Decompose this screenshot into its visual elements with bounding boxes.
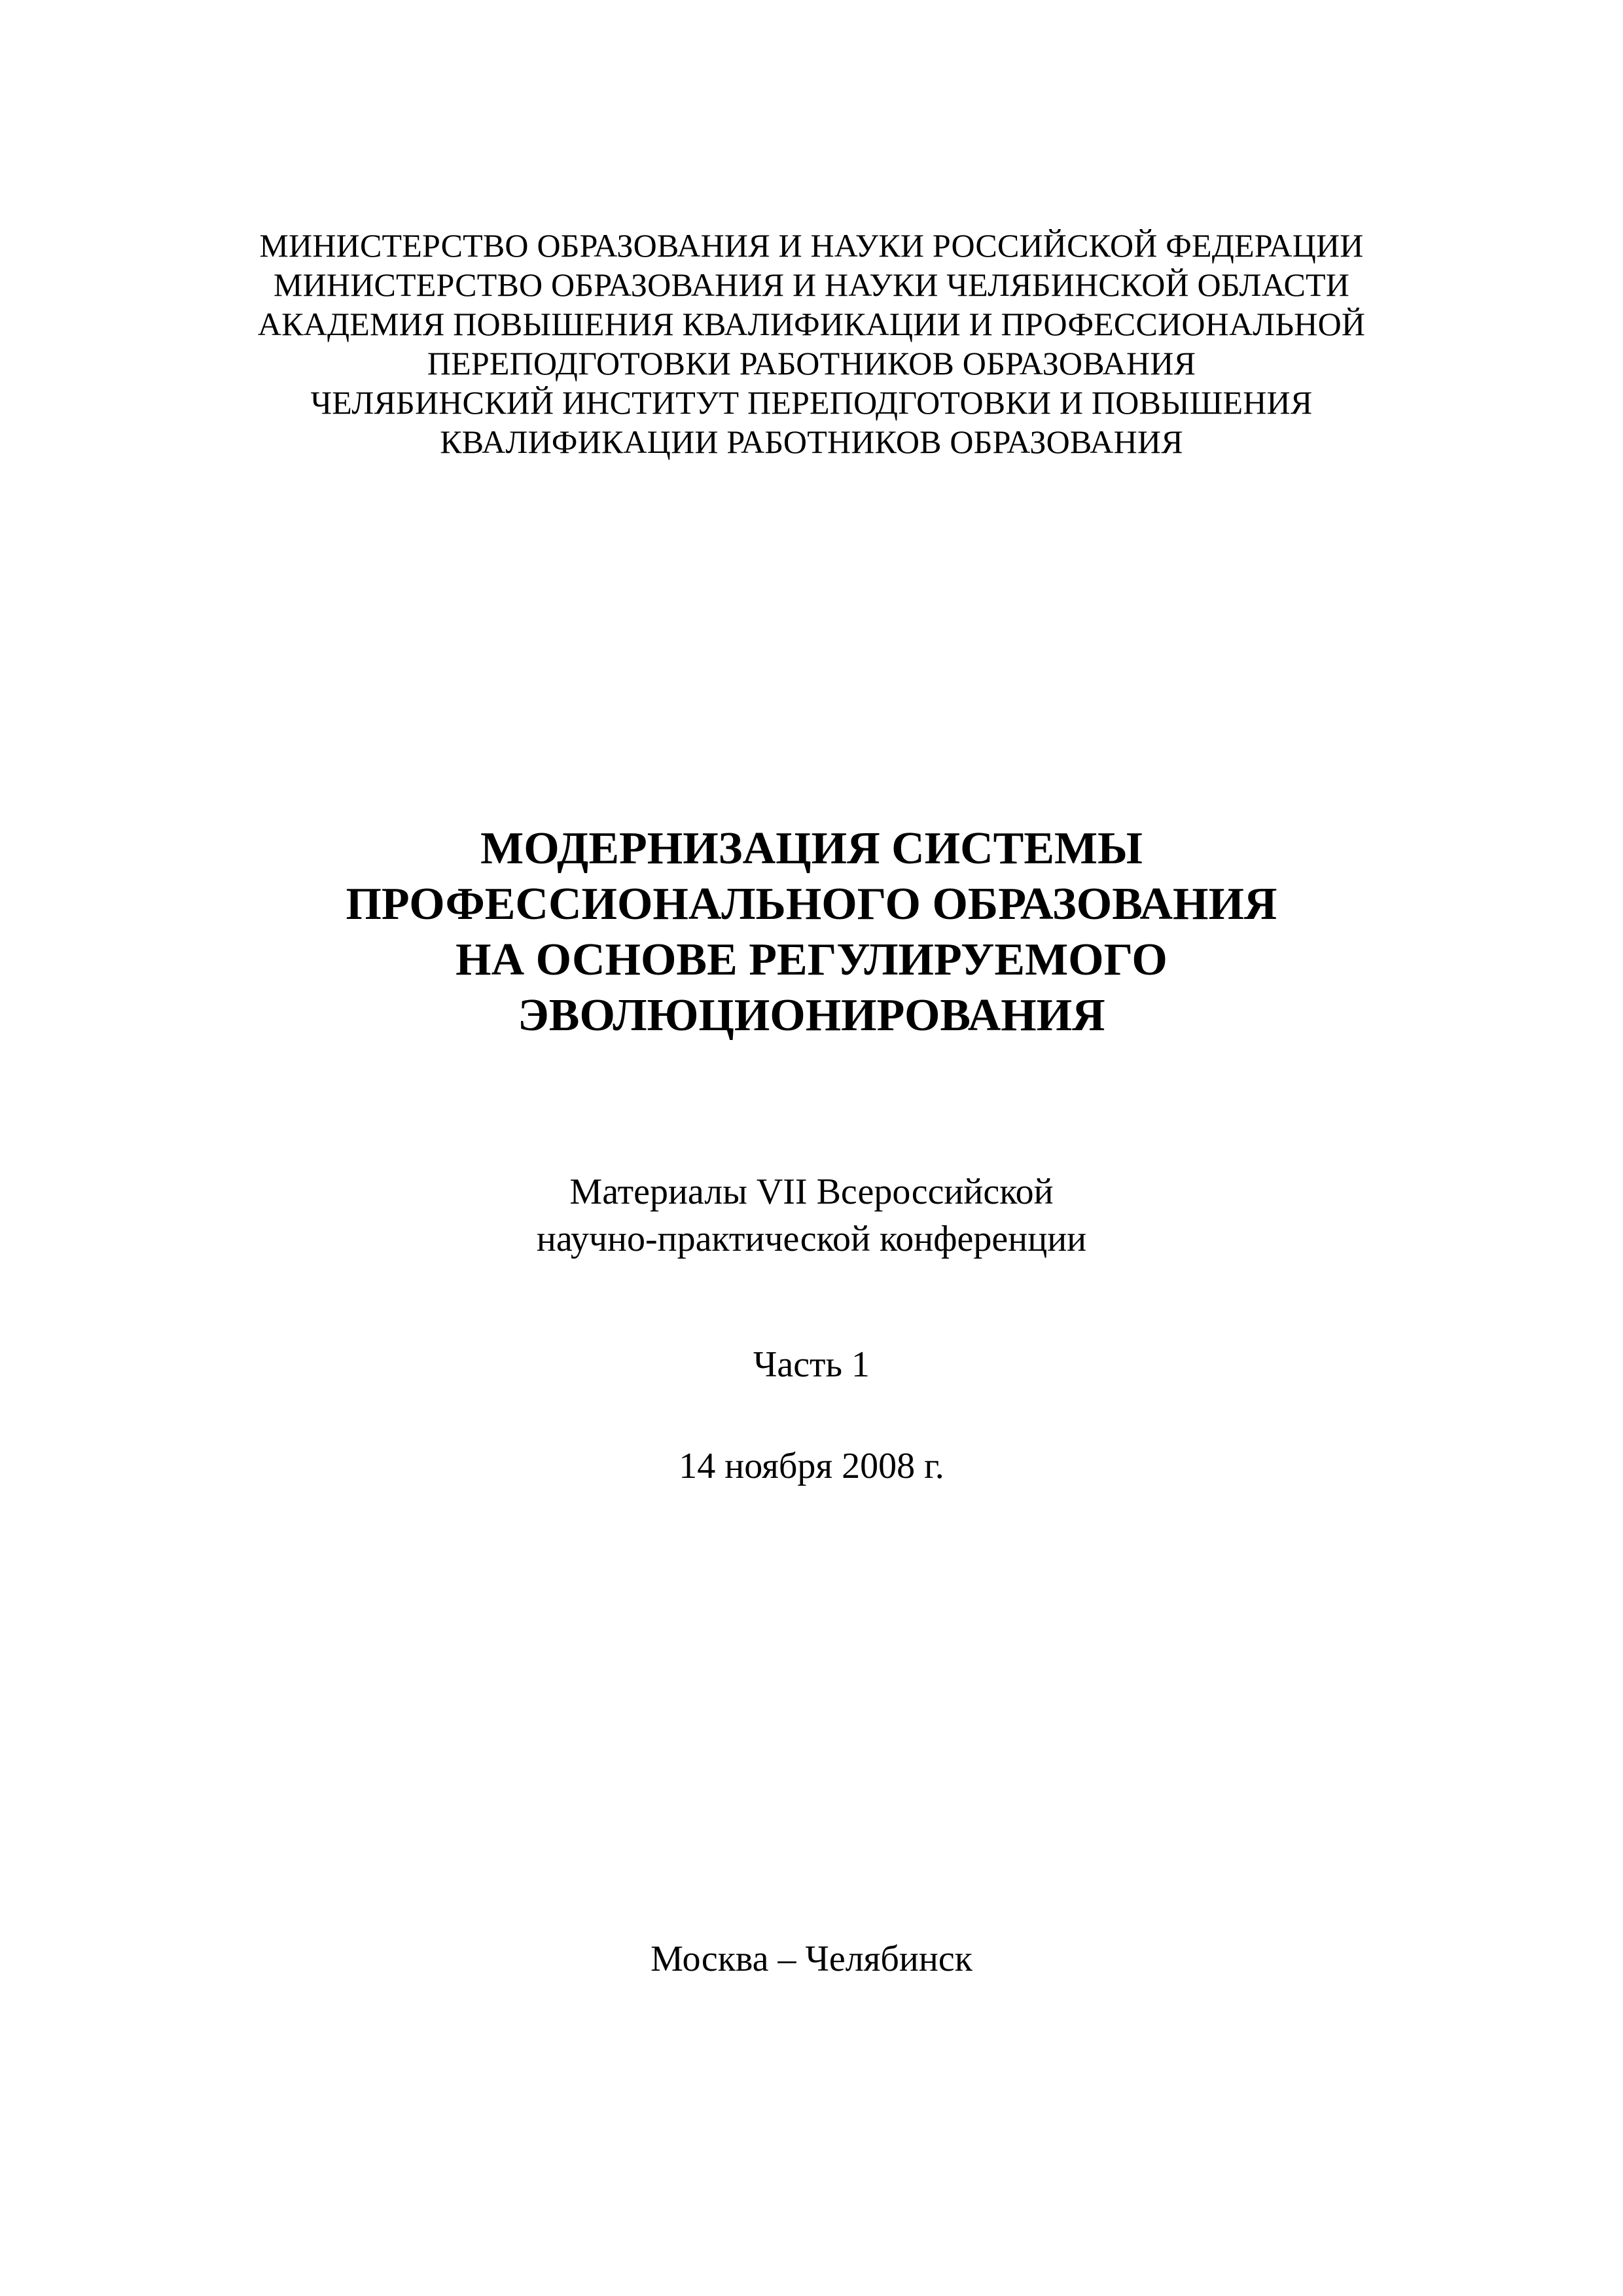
organization-line: ПЕРЕПОДГОТОВКИ РАБОТНИКОВ ОБРАЗОВАНИЯ — [427, 345, 1196, 382]
subtitle-line: научно-практической конференции — [536, 1219, 1087, 1259]
publication-city — [0, 1936, 1623, 1982]
title-line: НА ОСНОВЕ РЕГУЛИРУЕМОГО — [455, 935, 1168, 985]
date-label: 14 ноября 2008 г. — [679, 1446, 944, 1486]
title-line: ЭВОЛЮЦИОНИРОВАНИЯ — [518, 990, 1105, 1041]
organizations-header — [0, 226, 1623, 461]
city-label: Москва – Челябинск — [651, 1939, 972, 1979]
conference-date — [0, 1443, 1623, 1489]
document-title — [0, 821, 1623, 1043]
organization-line: ЧЕЛЯБИНСКИЙ ИНСТИТУТ ПЕРЕПОДГОТОВКИ И ПОВЫШЕНИЯ — [310, 384, 1313, 421]
organization-line: МИНИСТЕРСТВО ОБРАЗОВАНИЯ И НАУКИ ЧЕЛЯБИНСКОЙ ОБЛАСТИ — [273, 266, 1350, 303]
title-line: МОДЕРНИЗАЦИЯ СИСТЕМЫ — [480, 823, 1143, 874]
part-label: Часть 1 — [753, 1344, 870, 1385]
document-subtitle — [0, 1168, 1623, 1263]
part-number — [0, 1342, 1623, 1388]
subtitle-line: Материалы VII Всероссийской — [569, 1172, 1054, 1212]
title-line: ПРОФЕССИОНАЛЬНОГО ОБРАЗОВАНИЯ — [346, 879, 1277, 929]
organization-line: МИНИСТЕРСТВО ОБРАЗОВАНИЯ И НАУКИ РОССИЙСКОЙ ФЕДЕРАЦИИ — [259, 227, 1364, 264]
organization-line: КВАЛИФИКАЦИИ РАБОТНИКОВ ОБРАЗОВАНИЯ — [440, 423, 1183, 460]
organization-line: АКАДЕМИЯ ПОВЫШЕНИЯ КВАЛИФИКАЦИИ И ПРОФЕССИОНАЛЬНОЙ — [257, 306, 1366, 342]
